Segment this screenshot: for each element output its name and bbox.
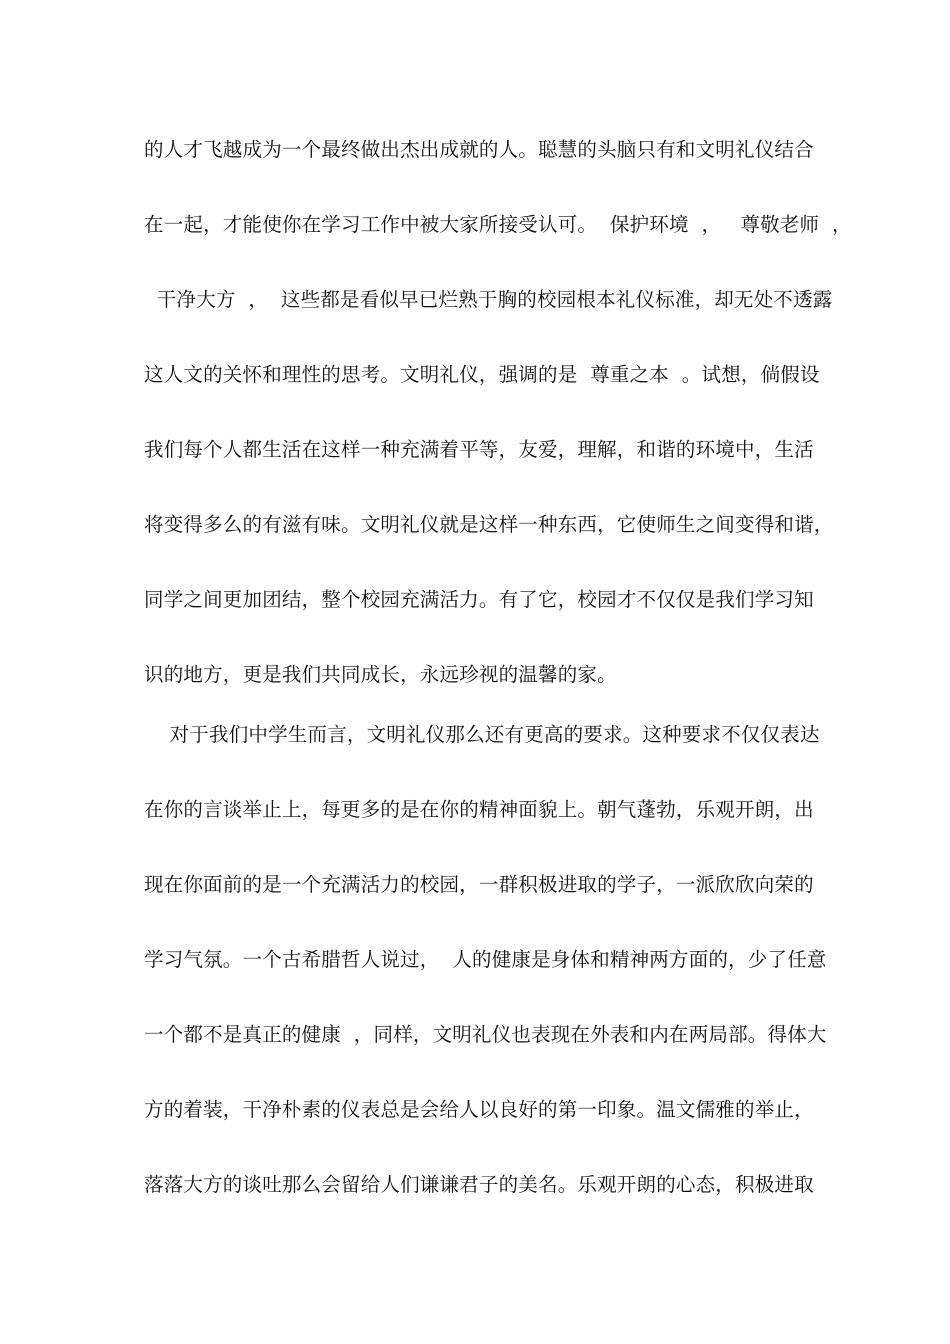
text-line: 落落大方的谈吐那么会留给人们谦谦君子的美名。乐观开朗的心态，积极进取 (144, 1173, 814, 1196)
text-line: 干净大方 ， 这些都是看似早已烂熟于胸的校园根本礼仪标准，却无处不透露 (144, 288, 833, 311)
text-line: 同学之间更加团结，整个校园充满活力。有了它，校园才不仅仅是我们学习知 (144, 588, 814, 611)
text-line: 的人才飞越成为一个最终做出杰出成就的人。聪慧的头脑只有和文明礼仪结合 (144, 138, 814, 161)
text-line: 这人文的关怀和理性的思考。文明礼仪，强调的是 尊重之本 。试想，倘假设 (144, 363, 820, 386)
text-line: 现在你面前的是一个充满活力的校园，一群积极进取的学子，一派欣欣向荣的 (144, 873, 814, 896)
text-line: 对于我们中学生而言，文明礼仪那么还有更高的要求。这种要求不仅仅表达 (144, 723, 820, 746)
text-line: 学习气氛。一个古希腊哲人说过， 人的健康是身体和精神两方面的，少了任意 (144, 948, 827, 971)
text-line: 一个都不是真正的健康 ，同样，文明礼仪也表现在外表和内在两局部。得体大 (144, 1023, 827, 1046)
text-line: 在你的言谈举止上，每更多的是在你的精神面貌上。朝气蓬勃，乐观开朗，出 (144, 798, 814, 821)
text-line: 方的着装，干净朴素的仪表总是会给人以良好的第一印象。温文儒雅的举止， (144, 1098, 814, 1121)
text-line: 识的地方，更是我们共同成长，永远珍视的温馨的家。 (144, 663, 617, 686)
text-line: 我们每个人都生活在这样一种充满着平等，友爱，理解，和谐的环境中，生活 (144, 438, 814, 461)
text-line: 将变得多么的有滋有味。文明礼仪就是这样一种东西，它使师生之间变得和谐， (144, 513, 834, 536)
text-line: 在一起，才能使你在学习工作中被大家所接受认可。 保护环境 ， 尊敬老师 ， (144, 213, 852, 236)
